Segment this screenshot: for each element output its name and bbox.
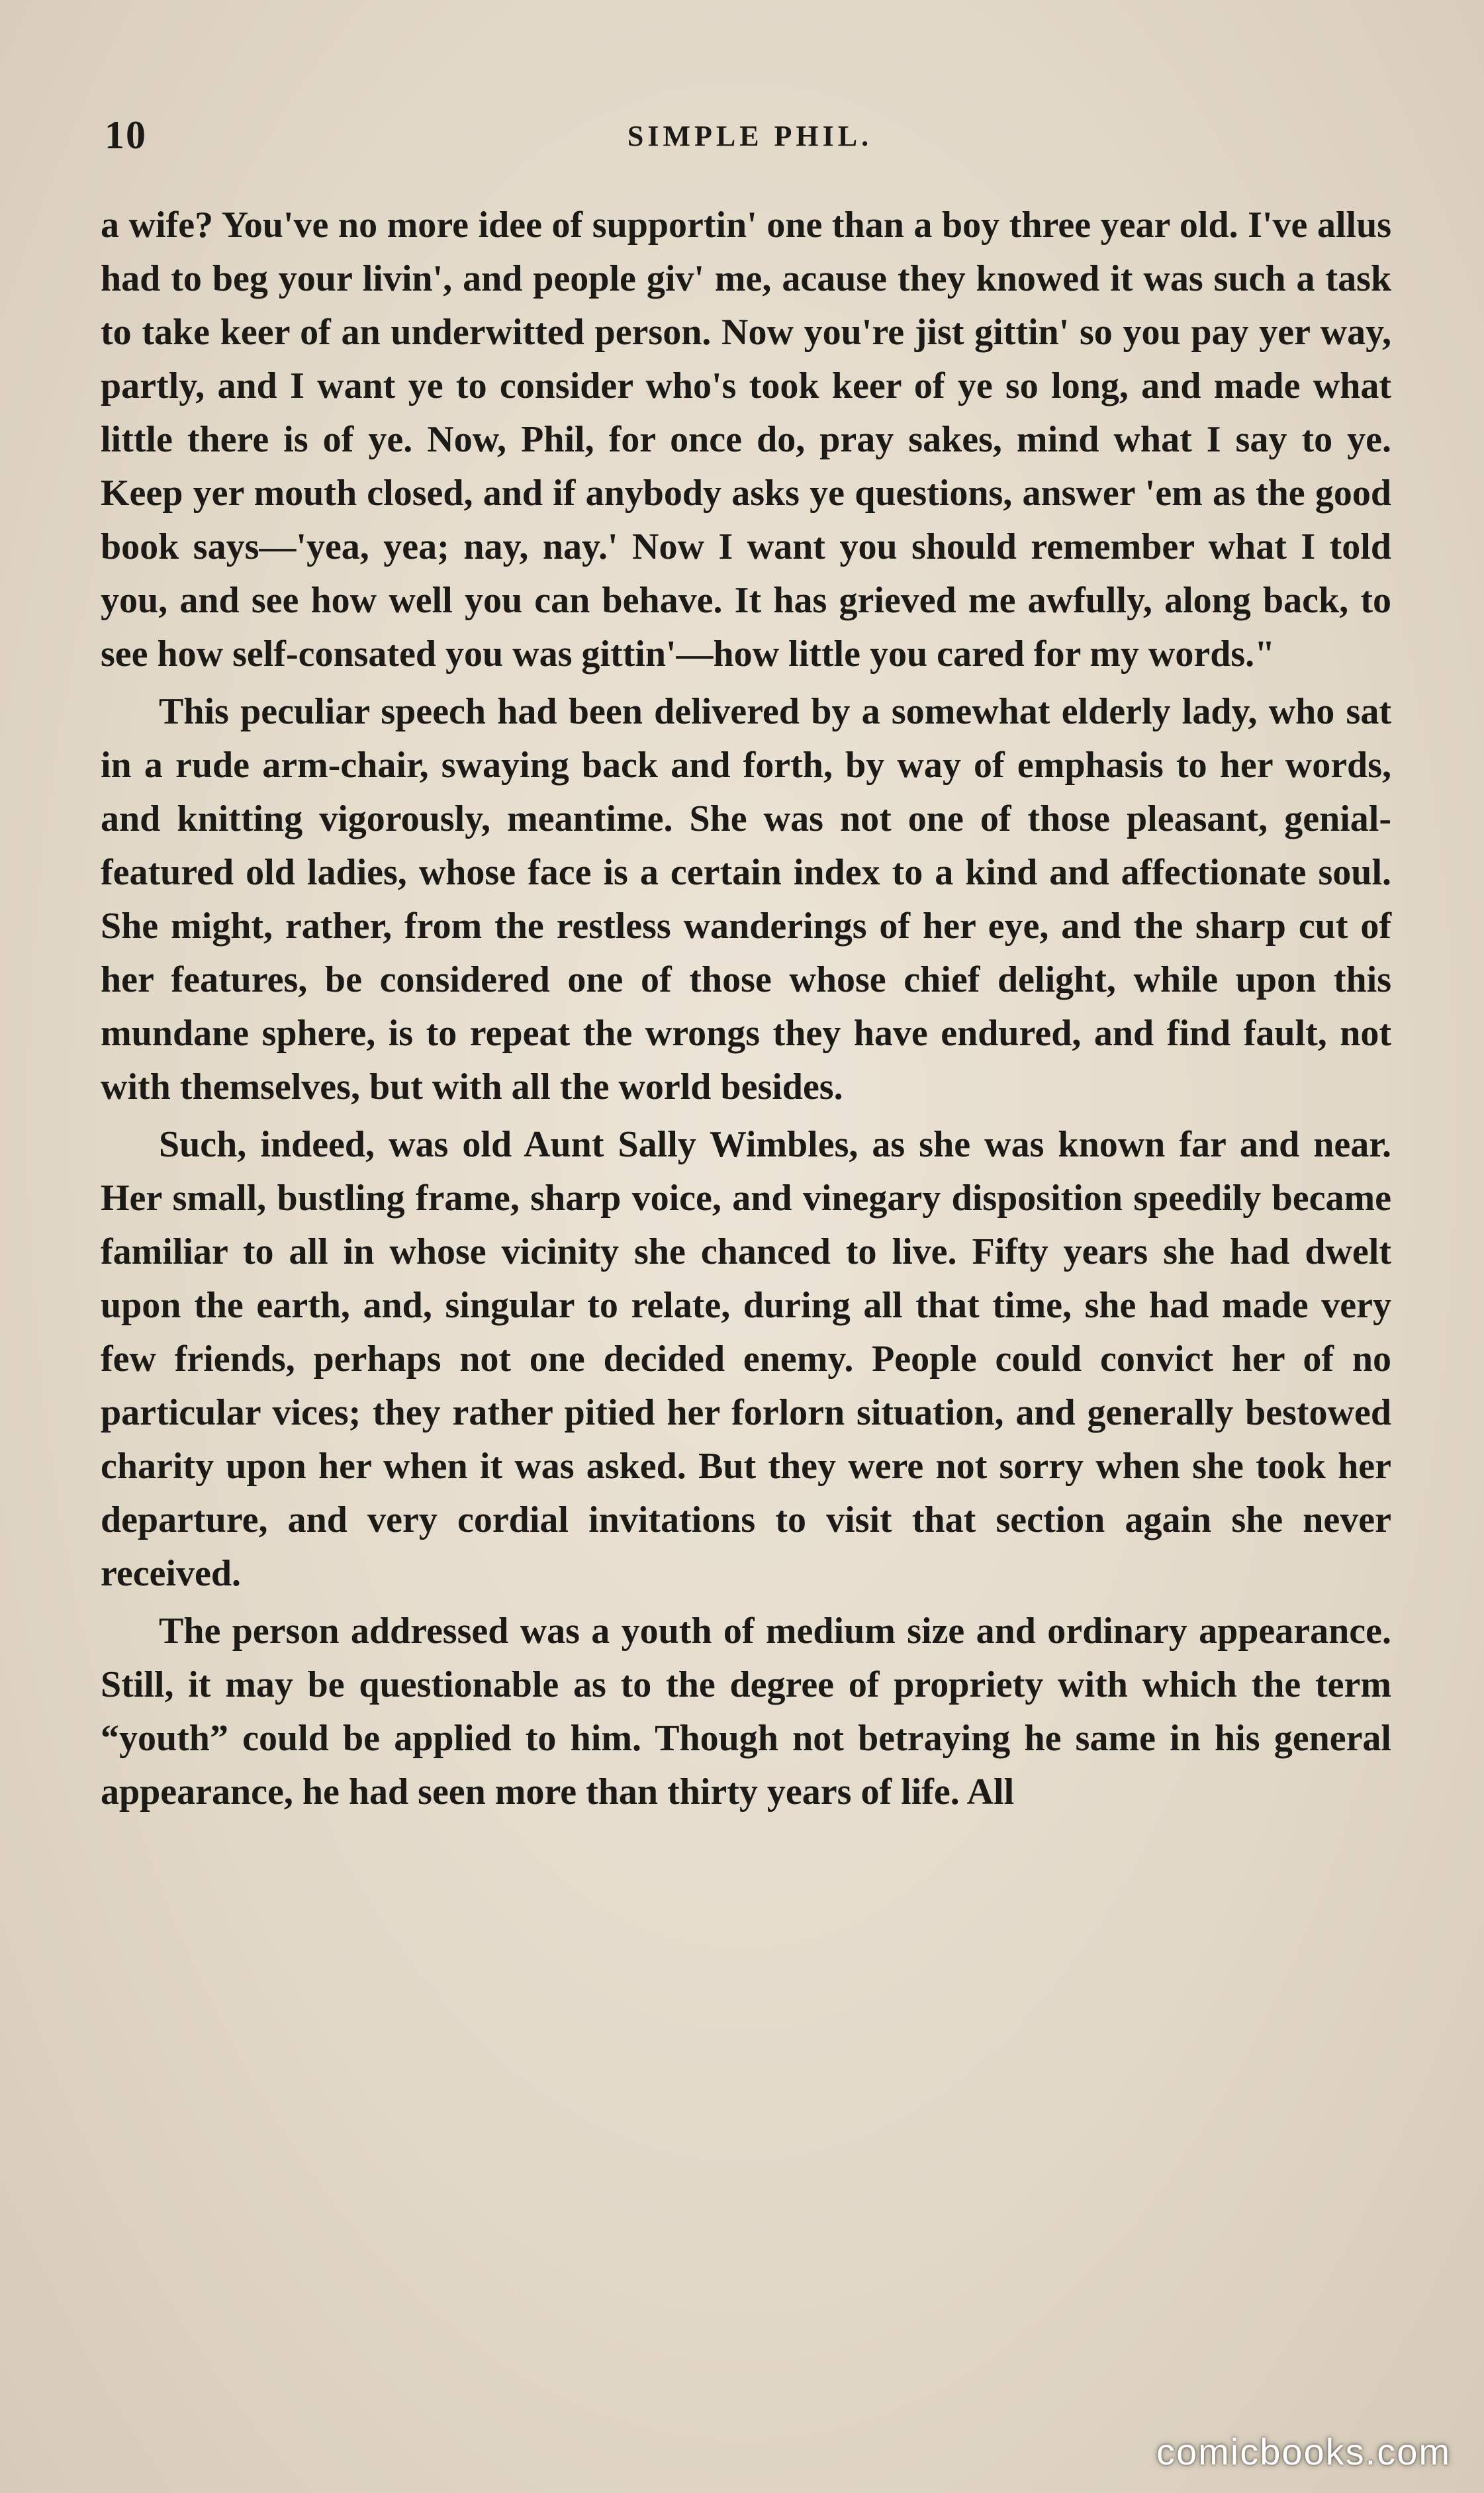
paragraph: This peculiar speech had been delivered by a somewhat elderly lady, who sat in a rude arm-chair, swaying back and forth, by way of emphasis to her words, and knitting vigorously, meantime. She was not one of those pleasant, genial-featured old ladies, whose face is a certain index to a kind and affectionate soul. She might, rather, from the restless wanderings of her eye, and the sharp cut of her features, be considered one of those whose chief delight, while upon this mundane sphere, is to repeat the wrongs they have endured, and find fault, not with themselves, but with all the world besides.: [101, 691, 1391, 1107]
page-number: 10: [105, 113, 147, 157]
running-head: SIMPLE PHIL.: [627, 120, 873, 152]
paragraph: The person addressed was a youth of medium size and ordinary appearance. Still, it may be questionable as to the degree of propriety with which the term “youth” could be applied to him. Though not betraying he same in his general appearance, he had seen more than thirty years of life. All: [101, 1611, 1391, 1812]
paragraph: Such, indeed, was old Aunt Sally Wimbles, as she was known far and near. Her small, bustling frame, sharp voice, and vinegary disposition speedily became familiar to all in whose vicinity she chanced to live. Fifty years she had dwelt upon the earth, and, singular to relate, during all that time, she had made very few friends, perhaps not one decided enemy. People could convict her of no particular vices; they rather pitied her forlorn situation, and generally bestowed charity upon her when it was asked. But they were not sorry when she took her departure, and very cordial invitations to visit that section again she never received.: [101, 1124, 1391, 1594]
site-watermark: comicbooks.com: [1156, 2431, 1451, 2472]
page-header: [105, 113, 1395, 165]
paragraph-continuation: a wife? You've no more idee of supportin' one than a boy three year old. I've allus had to beg your livin', and people giv' me, acause they knowed it was such a task to take keer of an underwitted person. Now you're jist gittin' so you pay yer way, partly, and I want ye to consider who's took keer of ye so long, and made what little there is of ye. Now, Phil, for once do, pray sakes, mind what I say to ye. Keep yer mouth closed, and if anybody asks ye questions, answer 'em as the good book says—'yea, yea; nay, nay.' Now I want you should remember what I told you, and see how well you can behave. It has grieved me awfully, along back, to see how self-consated you was gittin'—how little you cared for my words.": [101, 205, 1391, 675]
body-text: [101, 199, 1391, 1823]
